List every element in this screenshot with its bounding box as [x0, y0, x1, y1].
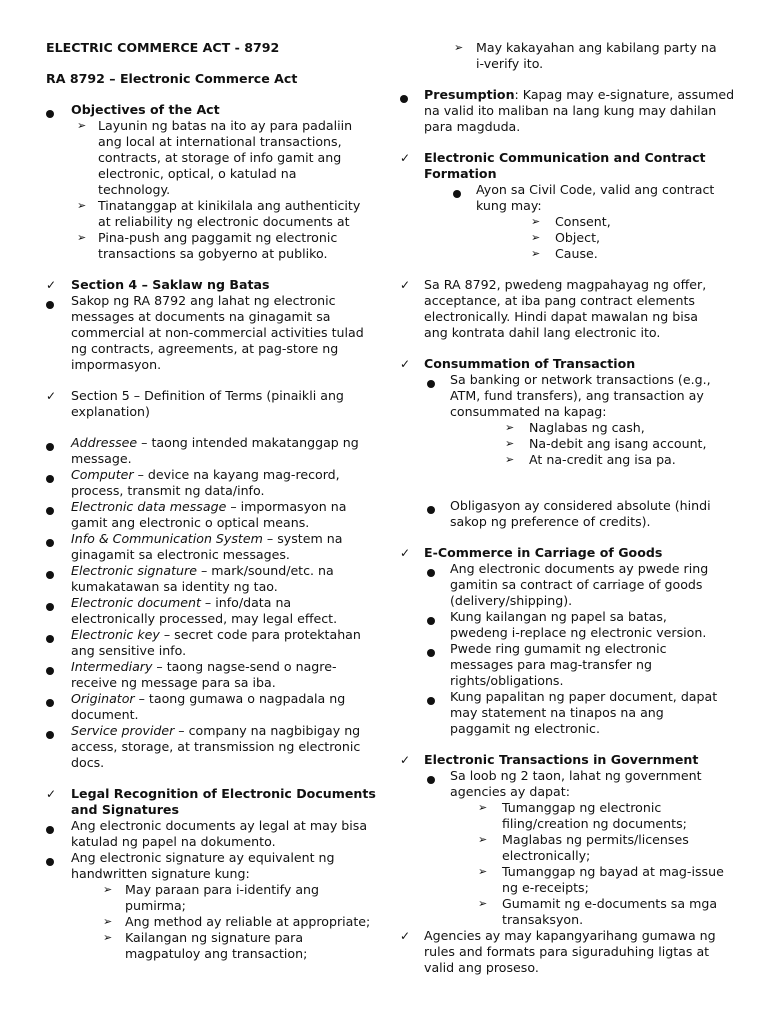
continued-text: i-verify ito. [476, 56, 544, 71]
objective-item [46, 230, 376, 262]
gov-heading-text: Electronic Transactions in Government [424, 752, 699, 767]
definition: ginagamit sa electronic messages. [71, 547, 290, 562]
gov-sub-text: Tumanggap ng electronic [502, 800, 662, 815]
ecomm-sub [400, 246, 730, 262]
term: Service provider [71, 723, 175, 738]
arrow-icon: ➢ [478, 801, 488, 814]
objective-item [46, 118, 376, 198]
term: Electronic signature [71, 563, 197, 578]
section5-heading [46, 388, 376, 420]
legal-sub-text: Kailangan ng signature para [125, 930, 304, 945]
legal-sub [46, 914, 376, 930]
objective-text: technology. [98, 182, 171, 197]
term: Info & Communication System [71, 531, 263, 546]
term: Addressee [71, 435, 138, 450]
arrow-icon: ➢ [103, 915, 113, 928]
presumption-text: : Kapag may e-signature, assumed [514, 87, 735, 102]
section4-text: impormasyon. [71, 357, 162, 372]
ra8792-text: Sa RA 8792, pwedeng magpahayag ng offer, [424, 277, 707, 292]
presumption-text: para magduda. [424, 119, 521, 134]
ecomm-sub-text: Consent, [555, 214, 611, 229]
legal-text: handwritten signature kung: [71, 866, 250, 881]
section5-heading-text: explanation) [71, 404, 150, 419]
legal-bullet [46, 818, 376, 850]
ra8792-text: acceptance, at iba pang contract elements [424, 293, 695, 308]
right-column [400, 40, 735, 976]
definition-item [46, 627, 376, 659]
definition: gamit ang electronic o optical means. [71, 515, 310, 530]
term: Electronic data message [71, 499, 227, 514]
section4-text: ng contracts, agreements, at pag-store ng [71, 341, 339, 356]
definition: docs. [71, 755, 105, 770]
bullet-icon [46, 567, 66, 583]
legal-text: Ang electronic documents ay legal at may bisa [71, 818, 368, 833]
carriage-bullet [400, 641, 730, 689]
consummation-text: Sa banking or network transactions (e.g., [450, 372, 711, 387]
arrow-icon: ➢ [478, 897, 488, 910]
carriage-text: rights/obligations. [450, 673, 564, 688]
definition: – system na [262, 531, 343, 546]
bullet-icon [427, 613, 447, 629]
consummation-sub-text: Naglabas ng cash, [529, 420, 645, 435]
definition: – company na nagbibigay ng [174, 723, 361, 738]
definition: – mark/sound/etc. na [196, 563, 334, 578]
ecomm-sub-text: Cause. [555, 246, 598, 261]
arrow-icon: ➢ [454, 41, 464, 54]
ecomm-bullet [400, 182, 730, 214]
left-column [46, 40, 376, 962]
bullet-icon [400, 91, 420, 107]
definition: document. [71, 707, 139, 722]
check-icon: ✓ [400, 151, 411, 165]
legal-bullet [46, 850, 376, 882]
objective-text: transactions sa gobyerno at publiko. [98, 246, 328, 261]
arrow-icon: ➢ [531, 231, 541, 244]
objective-text: contracts, at storage of info gamit ang [98, 150, 342, 165]
legal-sub-text: pumirma; [125, 898, 186, 913]
definition-item [46, 659, 376, 691]
definition-item [46, 531, 376, 563]
definition-item [46, 723, 376, 771]
definition: – secret code para protektahan [159, 627, 361, 642]
carriage-text: paggamit ng electronic. [450, 721, 600, 736]
bullet-icon [427, 645, 447, 661]
arrow-icon: ➢ [505, 453, 515, 466]
gov-sub [400, 832, 730, 864]
arrow-icon: ➢ [478, 833, 488, 846]
continued-text: May kakayahan ang kabilang party na [476, 40, 717, 55]
legal-text: katulad ng papel na dokumento. [71, 834, 276, 849]
objectives-section [46, 102, 376, 262]
gov-final [400, 928, 730, 976]
definition: – impormasyon na [226, 499, 347, 514]
gov-sub-text: Gumamit ng e-documents sa mga [502, 896, 718, 911]
consummation-sub [400, 436, 730, 452]
legal-sub-text: Ang method ay reliable at appropriate; [125, 914, 371, 929]
document-subtitle: RA 8792 – Electronic Commerce Act [46, 71, 298, 86]
definition-item [46, 563, 376, 595]
carriage-bullet [400, 689, 730, 737]
carriage-text: gamitin sa contract of carriage of goods [450, 577, 703, 592]
objective-text: at reliability ng electronic documents at [98, 214, 350, 229]
gov-final-text: Agencies ay may kapangyarihang gumawa ng [424, 928, 716, 943]
legal-text: Ang electronic signature ay equivalent ng [71, 850, 335, 865]
arrow-icon: ➢ [505, 421, 515, 434]
gov-sub [400, 800, 730, 832]
gov-sub-text: filing/creation ng documents; [502, 816, 687, 831]
gov-final-text: valid ang proseso. [424, 960, 539, 975]
gov-final-text: rules and formats para siguraduhing ligtas at [424, 944, 710, 959]
objective-text: Tinatanggap at kinikilala ang authenticity [98, 198, 361, 213]
definition-list [46, 435, 376, 771]
term: Originator [71, 691, 135, 706]
check-icon: ✓ [46, 787, 57, 801]
consummation-text: consummated na kapag: [450, 404, 607, 419]
consummation-heading-text: Consummation of Transaction [424, 356, 636, 371]
carriage-bullet [400, 609, 730, 641]
gov-sub-text: ng e-receipts; [502, 880, 589, 895]
definition: – taong nagse-send o nagre- [152, 659, 337, 674]
ra8792-text: electronically. Hindi dapat mawalan ng bisa [424, 309, 699, 324]
section5-heading-text: Section 5 – Definition of Terms (pinaikli ang [71, 388, 344, 403]
definition: kumakatawan sa identity ng tao. [71, 579, 278, 594]
definition: – device na kayang mag-record, [133, 467, 340, 482]
carriage-text: Kung kailangan ng papel sa batas, [450, 609, 667, 624]
carriage-text: (delivery/shipping). [450, 593, 573, 608]
objective-text: Pina-push ang paggamit ng electronic [98, 230, 338, 245]
carriage-heading-text: E-Commerce in Carriage of Goods [424, 545, 663, 560]
check-icon: ✓ [400, 278, 411, 292]
arrow-icon: ➢ [478, 865, 488, 878]
arrow-icon: ➢ [103, 883, 113, 896]
gov-sub-text: electronically; [502, 848, 591, 863]
term: Electronic key [71, 627, 160, 642]
carriage-text: messages para mag-transfer ng [450, 657, 653, 672]
definition-item [46, 691, 376, 723]
carriage-text: may statement na tinapos na ang [450, 705, 664, 720]
definition: ang sensitive info. [71, 643, 187, 658]
gov-bullet [400, 768, 730, 800]
ra8792-note [400, 277, 730, 341]
bullet-icon [46, 535, 66, 551]
gov-sub-text: transaksyon. [502, 912, 584, 927]
ecomm-sub-text: Object, [555, 230, 601, 245]
check-icon: ✓ [400, 929, 411, 943]
objectives-heading: Objectives of the Act [71, 102, 220, 117]
bullet-icon [46, 822, 66, 838]
legal-heading [46, 786, 376, 818]
ecomm-heading-text: Formation [424, 166, 497, 181]
objective-text: ang local at international transactions, [98, 134, 342, 149]
consummation-bullet [400, 498, 730, 530]
ecomm-text: Ayon sa Civil Code, valid ang contract [476, 182, 715, 197]
definition: receive ng message para sa iba. [71, 675, 276, 690]
definition: electronically processed, may legal effect. [71, 611, 338, 626]
document-title: ELECTRIC COMMERCE ACT - 8792 [46, 40, 280, 55]
arrow-icon: ➢ [531, 247, 541, 260]
legal-heading-text: Legal Recognition of Electronic Documents [71, 786, 376, 801]
bullet-icon [427, 693, 447, 709]
ecomm-heading-text: Electronic Communication and Contract [424, 150, 706, 165]
consummation-text: Obligasyon ay considered absolute (hindi [450, 498, 711, 513]
definition-item [46, 499, 376, 531]
bullet-icon [46, 663, 66, 679]
consummation-sub [400, 420, 730, 436]
consummation-text: ATM, fund transfers), ang transaction ay [450, 388, 704, 403]
presumption [400, 87, 735, 135]
definition-item [46, 435, 376, 467]
arrow-icon: ➢ [77, 231, 87, 244]
consummation-bullet [400, 372, 730, 420]
section4-text: commercial at non-commercial activities tulad [71, 325, 364, 340]
check-icon: ✓ [400, 357, 411, 371]
consummation-sub-text: Na-debit ang isang account, [529, 436, 707, 451]
bullet-icon [46, 727, 66, 743]
section4-text: Sakop ng RA 8792 ang lahat ng electronic [71, 293, 336, 308]
objective-item [46, 198, 376, 230]
term: Intermediary [71, 659, 153, 674]
carriage-text: Ang electronic documents ay pwede ring [450, 561, 709, 576]
objective-text: Layunin ng batas na ito ay para padaliin [98, 118, 353, 133]
carriage-text: Pwede ring gumamit ng electronic [450, 641, 667, 656]
definition: process, transmit ng data/info. [71, 483, 265, 498]
bullet-icon [427, 772, 447, 788]
arrow-icon: ➢ [77, 119, 87, 132]
arrow-icon: ➢ [77, 199, 87, 212]
ecomm-text: kung may: [476, 198, 542, 213]
ecomm-heading [400, 150, 730, 182]
carriage-bullet [400, 561, 730, 609]
legal-sub-text: magpatuloy ang transaction; [125, 946, 308, 961]
section4 [46, 277, 376, 293]
section4-body [46, 293, 376, 373]
continued-item [400, 40, 730, 72]
carriage-heading [400, 545, 730, 561]
bullet-icon [46, 695, 66, 711]
gov-heading [400, 752, 730, 768]
bullet-icon [46, 471, 66, 487]
arrow-icon: ➢ [103, 931, 113, 944]
objective-text: electronic, optical, o katulad na [98, 166, 297, 181]
section4-text: messages at documents na ginagamit sa [71, 309, 331, 324]
definition-item [46, 595, 376, 627]
bullet-icon [46, 297, 66, 313]
ecomm-sub [400, 230, 730, 246]
legal-heading-text: and Signatures [71, 802, 179, 817]
legal-sub-text: May paraan para i-identify ang [125, 882, 320, 897]
term: Electronic document [71, 595, 201, 610]
section4-heading: Section 4 – Saklaw ng Batas [71, 277, 270, 292]
consummation-heading [400, 356, 730, 372]
gov-sub-text: Maglabas ng permits/licenses [502, 832, 689, 847]
bullet-icon [46, 439, 66, 455]
definition: – taong gumawa o nagpadala ng [134, 691, 346, 706]
gov-sub [400, 864, 730, 896]
definition: access, storage, at transmission ng electronic [71, 739, 361, 754]
presumption-label: Presumption [424, 87, 515, 102]
arrow-icon: ➢ [531, 215, 541, 228]
bullet-icon [427, 502, 447, 518]
gov-sub [400, 896, 730, 928]
check-icon: ✓ [46, 278, 57, 292]
definition-item [46, 467, 376, 499]
bullet-icon [46, 631, 66, 647]
term: Computer [71, 467, 134, 482]
check-icon: ✓ [46, 389, 57, 403]
bullet-icon [427, 565, 447, 581]
gov-text: Sa loob ng 2 taon, lahat ng government [450, 768, 702, 783]
definition: – taong intended makatanggap ng [137, 435, 359, 450]
ecomm-sub [400, 214, 730, 230]
definition: – info/data na [200, 595, 292, 610]
ra8792-text: ang kontrata dahil lang electronic ito. [424, 325, 661, 340]
presumption-text: na valid ito maliban na lang kung may dahilan [424, 103, 717, 118]
arrow-icon: ➢ [505, 437, 515, 450]
bullet-icon [46, 503, 66, 519]
consummation-sub [400, 452, 730, 468]
check-icon: ✓ [400, 753, 411, 767]
legal-sub [46, 882, 376, 914]
legal-sub [46, 930, 376, 962]
bullet-icon [46, 599, 66, 615]
gov-sub-text: Tumanggap ng bayad at mag-issue [502, 864, 724, 879]
bullet-icon [453, 186, 473, 202]
consummation-sub-text: At na-credit ang isa pa. [529, 452, 676, 467]
consummation-text: sakop ng preference of credits). [450, 514, 651, 529]
check-icon: ✓ [400, 546, 411, 560]
bullet-icon [46, 854, 66, 870]
carriage-text: pwedeng i-replace ng electronic version. [450, 625, 707, 640]
definition: message. [71, 451, 132, 466]
gov-text: agencies ay dapat: [450, 784, 570, 799]
bullet-icon [427, 376, 447, 392]
carriage-text: Kung papalitan ng paper document, dapat [450, 689, 718, 704]
